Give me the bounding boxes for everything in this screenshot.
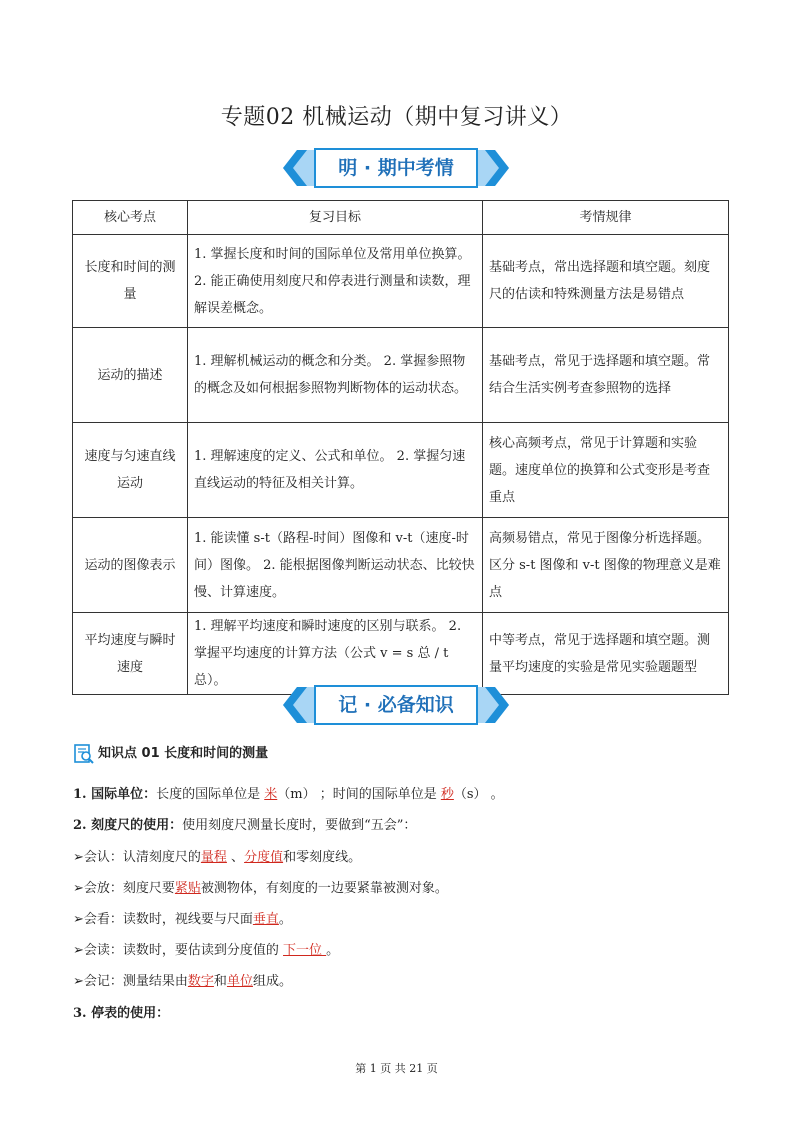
row-goal: 1. 理解平均速度和瞬时速度的区别与联系。 2. 掌握平均速度的计算方法（公式 v = s 总 / t 总）。 (188, 613, 483, 695)
knowledge-point-title: 知识点 01 长度和时间的测量 (98, 746, 269, 761)
text: 使用刻度尺测量长度时，要做到“五会”： (182, 818, 417, 833)
answer-fill: 垂直 (252, 912, 279, 927)
magnifier-book-icon (73, 743, 95, 765)
text: 和 (213, 974, 227, 989)
knowledge-line-7 (73, 970, 292, 989)
row-topic: 运动的描述 (73, 328, 188, 423)
knowledge-line-4 (73, 877, 448, 896)
section-banner-knowledge (283, 683, 509, 727)
text: 。 (278, 912, 292, 927)
text: 、 (226, 850, 245, 865)
item-number: 3. 停表的使用： (73, 1006, 170, 1021)
review-table (72, 200, 729, 695)
row-topic: 运动的图像表示 (73, 518, 188, 613)
knowledge-line-3 (73, 846, 361, 865)
item-number: 2. 刻度尺的使用： (73, 818, 183, 833)
row-pattern: 核心高频考点，常见于计算题和实验题。速度单位的换算和公式变形是考查重点 (483, 423, 729, 518)
row-topic: 平均速度与瞬时速度 (73, 613, 188, 695)
answer-fill: 分度值 (244, 850, 284, 865)
row-pattern: 基础考点，常出选择题和填空题。刻度尺的估读和特殊测量方法是易错点 (483, 235, 729, 328)
row-goal: 1. 能读懂 s-t（路程-时间）图像和 v-t（速度-时间）图像。 2. 能根据图像判断运动状态、比较快慢、计算速度。 (188, 518, 483, 613)
table-row (73, 423, 729, 518)
text: ➢会认：认清刻度尺的 (73, 850, 201, 865)
text: 。 (326, 943, 340, 958)
table-row (73, 328, 729, 423)
table-row (73, 518, 729, 613)
answer-fill: 紧贴 (174, 881, 201, 896)
text: 组成。 (252, 974, 292, 989)
table-header-row (73, 201, 729, 235)
text: 被测物体，有刻度的一边要紧靠被测对象。 (200, 881, 448, 896)
row-topic: 长度和时间的测量 (73, 235, 188, 328)
knowledge-line-8 (73, 1002, 169, 1021)
header-pattern: 考情规律 (483, 201, 729, 235)
text: ➢会放：刻度尺要 (73, 881, 175, 896)
row-topic: 速度与匀速直线运动 (73, 423, 188, 518)
text: ➢会读：读数时，要估读到分度值的 (73, 943, 284, 958)
text: 和零刻度线。 (283, 850, 362, 865)
row-pattern: 基础考点，常见于选择题和填空题。常结合生活实例考查参照物的选择 (483, 328, 729, 423)
item-number: 1. 国际单位： (73, 787, 157, 802)
text: ➢会记：测量结果由 (73, 974, 188, 989)
row-pattern: 高频易错点，常见于图像分析选择题。区分 s-t 图像和 v-t 图像的物理意义是难点 (483, 518, 729, 613)
row-goal: 1. 理解机械运动的概念和分类。 2. 掌握参照物的概念及如何根据参照物判断物体的运动状态。 (188, 328, 483, 423)
section-banner-exam (283, 146, 509, 190)
text: 长度的国际单位是 (156, 787, 265, 802)
answer-fill: 数字 (187, 974, 214, 989)
header-topic: 核心考点 (73, 201, 188, 235)
page-footer: 第 1 页 共 21 页 (355, 1062, 438, 1075)
row-goal: 1. 理解速度的定义、公式和单位。 2. 掌握匀速直线运动的特征及相关计算。 (188, 423, 483, 518)
answer-fill: 量程 (200, 850, 227, 865)
knowledge-line-5 (73, 908, 292, 927)
knowledge-point-heading (73, 742, 268, 765)
page-title: 专题02 机械运动（期中复习讲义） (220, 105, 573, 130)
banner-text: 明 · 期中考情 (338, 157, 454, 179)
answer-fill: 下一位 (283, 943, 327, 958)
header-goal: 复习目标 (188, 201, 483, 235)
row-pattern: 中等考点，常见于选择题和填空题。测量平均速度的实验是常见实验题题型 (483, 613, 729, 695)
knowledge-line-2 (73, 814, 416, 833)
knowledge-line-1 (73, 783, 504, 802)
table-row (73, 235, 729, 328)
text: （s） 。 (453, 787, 504, 802)
answer-fill: 秒 (440, 787, 454, 802)
knowledge-line-6 (73, 939, 339, 958)
answer-fill: 米 (264, 787, 278, 802)
text: （m） ；时间的国际单位是 (277, 787, 441, 802)
answer-fill: 单位 (226, 974, 253, 989)
banner-text: 记 · 必备知识 (338, 694, 454, 716)
text: ➢会看：读数时，视线要与尺面 (73, 912, 253, 927)
row-goal: 1. 掌握长度和时间的国际单位及常用单位换算。 2. 能正确使用刻度尺和停表进行测量和读数，理解误差概念。 (188, 235, 483, 328)
